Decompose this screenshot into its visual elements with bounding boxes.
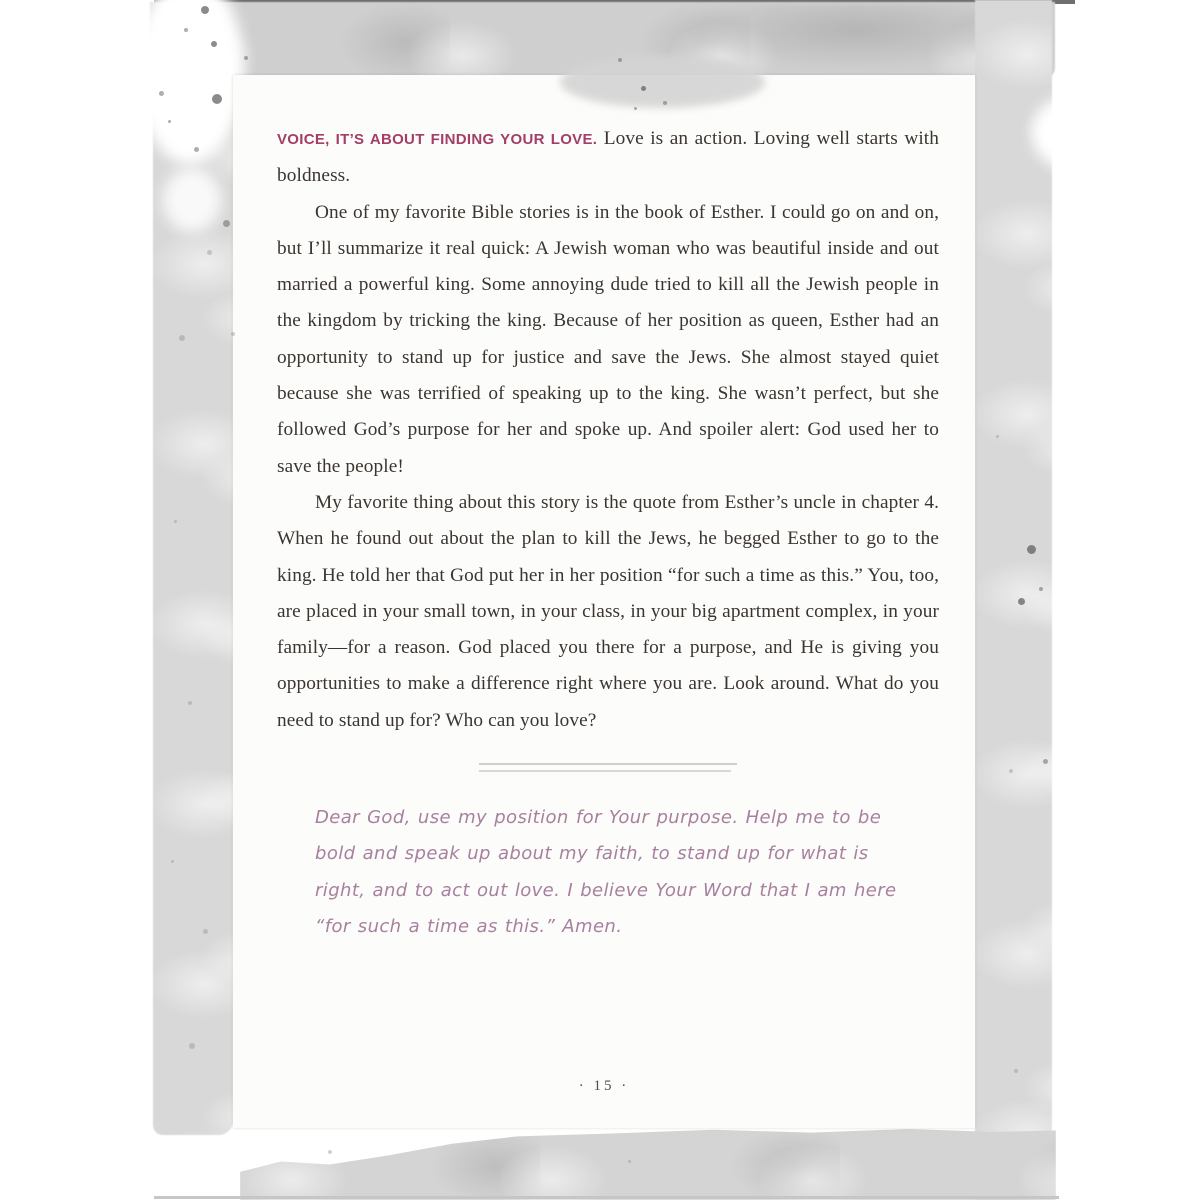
paint-speckle	[231, 332, 235, 336]
paint-speckle	[634, 107, 637, 110]
paint-speckle	[201, 6, 209, 14]
paint-speckle	[184, 28, 188, 32]
paint-speckle	[179, 335, 185, 341]
paint-speckle	[663, 101, 667, 105]
watercolor-dark-patch	[690, 4, 1020, 68]
paint-speckle	[641, 86, 646, 91]
paint-speckle	[1014, 1069, 1018, 1073]
paint-speckle	[203, 929, 208, 934]
body-paragraph: One of my favorite Bible stories is in the book of Esther. I could go on and on, but I’ll summarize it real quick: A Jewish woman who was beautiful inside and out married a powerful king. Some annoying dude tried to kill all the Jewish people in the kingdom by tricking the king. Because of her position as queen, Esther had an opportunity to stand up for justice and save the Jews. She almost stayed quiet because she was terrified of speaking up to the king. She wasn’t perfect, but she followed God’s purpose for her and spoke up. And spoiler alert: God used her to save the people!	[277, 201, 939, 477]
paint-gap	[163, 168, 221, 232]
paint-speckle	[207, 250, 212, 255]
paint-speckle	[189, 1043, 195, 1049]
bottom-edge-rule	[154, 1196, 1059, 1199]
paint-speckle	[1018, 598, 1025, 605]
page-text	[233, 75, 975, 946]
divider-line	[479, 763, 737, 765]
paint-speckle	[188, 701, 192, 705]
paint-speckle	[194, 147, 199, 152]
paint-speckle	[211, 41, 217, 47]
paint-speckle	[244, 56, 248, 60]
opening-paragraph	[277, 121, 939, 195]
prayer-text: Dear God, use my position for Your purpose. Help me to be bold and speak up about my faith, to stand up for what is right, and to act out love. I believe Your Word that I am here “for such a time as this.” Amen.	[315, 807, 897, 938]
paint-speckle	[159, 91, 164, 96]
paint-speckle	[628, 1160, 631, 1163]
paint-speckle	[223, 220, 230, 227]
paint-speckle	[171, 860, 174, 863]
section-divider	[479, 763, 737, 772]
chapter-lead-in: VOICE, IT’S ABOUT FINDING YOUR LOVE.	[277, 131, 598, 148]
paint-speckle	[328, 1150, 332, 1154]
paint-speckle	[212, 94, 222, 104]
paint-speckle	[1043, 759, 1048, 764]
paint-gap	[1032, 96, 1110, 170]
book-page	[233, 75, 975, 1128]
paint-speckle	[168, 120, 171, 123]
watercolor-bottom-band	[240, 1126, 1056, 1200]
paint-overlap	[560, 56, 765, 108]
paint-speckle	[1027, 545, 1036, 554]
paint-speckle	[1039, 587, 1043, 591]
paint-speckle	[174, 520, 177, 523]
divider-line	[479, 770, 731, 772]
watercolor-right-band	[975, 0, 1052, 1200]
opening-rest: Love is an action. Loving well starts with boldness.	[277, 128, 940, 187]
paint-speckle	[618, 58, 622, 62]
page-number: · 15 ·	[578, 1078, 630, 1094]
body-paragraph: My favorite thing about this story is the quote from Esther’s uncle in chapter 4. When he found out about the plan to kill the Jews, he begged Esther to go to the king. He told her that God put her in her position “for such a time as this.” You, too, are placed in your small town, in your class, in your big apartment complex, in your family—for a reason. God placed you there for a purpose, and He is giving you opportunities to make a difference right where you are. Look around. What do you need to stand up for? Who can you love?	[277, 491, 939, 731]
paint-speckle	[1009, 769, 1013, 773]
paint-speckle	[996, 435, 999, 438]
